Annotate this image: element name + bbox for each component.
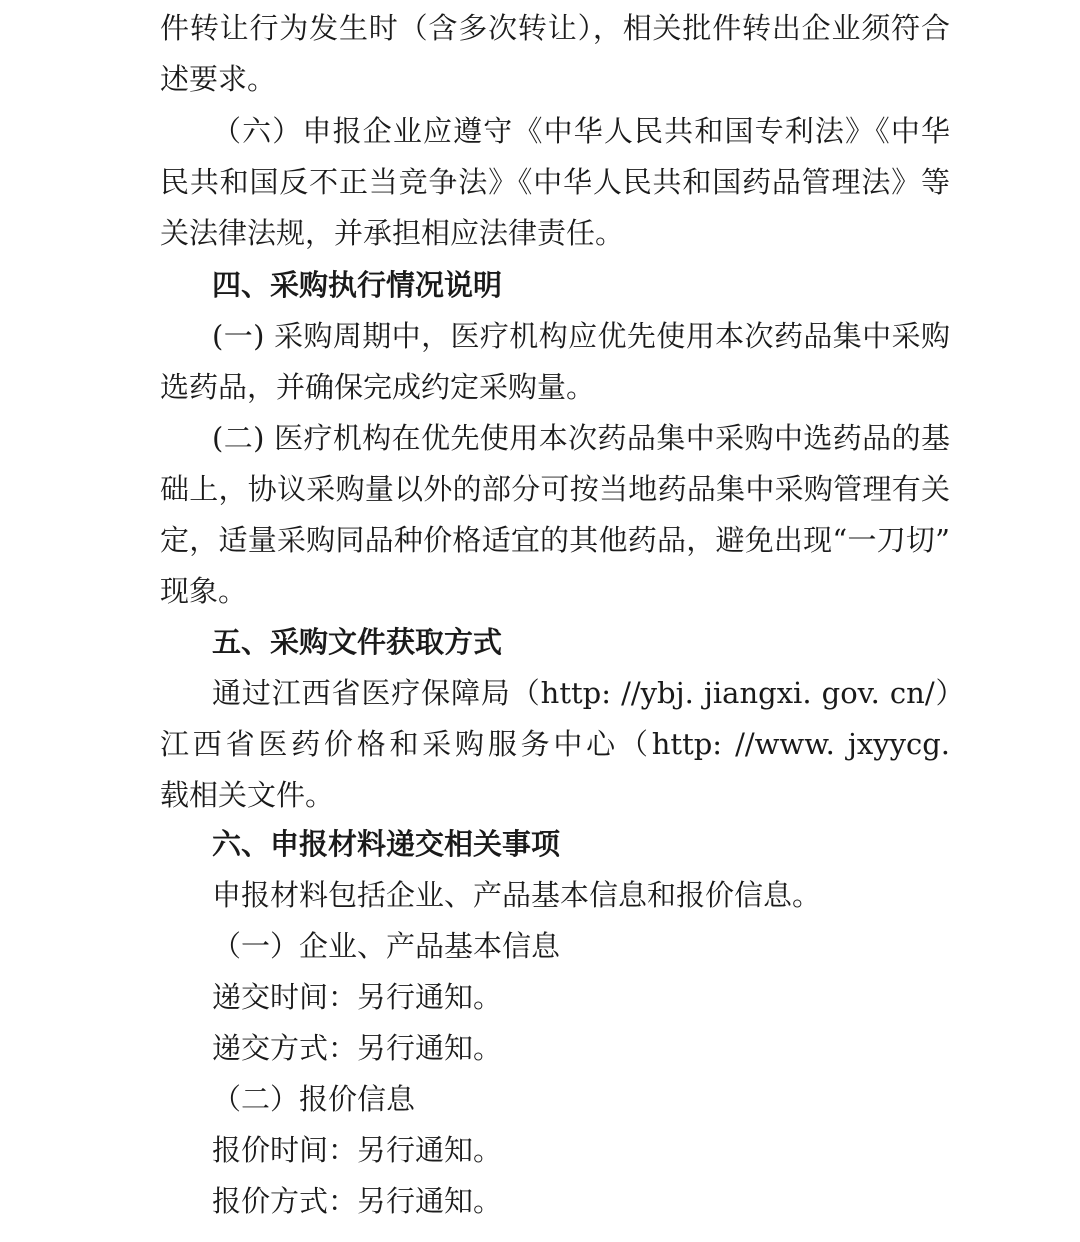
section-heading: 五、采购文件获取方式: [212, 625, 503, 659]
body-text-line: 报价方式：另行通知。: [212, 1184, 503, 1218]
body-text-line: 递交时间：另行通知。: [212, 980, 503, 1014]
body-text-line: 载相关文件。: [160, 778, 335, 812]
body-text-line: 定，适量采购同品种价格适宜的其他药品，避免出现“一刀切”: [160, 523, 950, 557]
body-text-line: 关法律法规，并承担相应法律责任。: [160, 216, 625, 250]
subsection-heading: （二）报价信息: [212, 1082, 416, 1116]
body-text-line: 选药品，并确保完成约定采购量。: [160, 370, 596, 404]
body-text-line: 申报材料包括企业、产品基本信息和报价信息。: [212, 878, 822, 912]
section-heading: 六、申报材料递交相关事项: [212, 827, 561, 861]
section-heading: 四、采购执行情况说明: [212, 268, 503, 302]
body-text-line: 民共和国反不正当竞争法》《中华人民共和国药品管理法》等: [160, 165, 950, 199]
body-text-line: 件转让行为发生时（含多次转让），相关批件转出企业须符合: [160, 11, 950, 45]
body-text-line: （六）申报企业应遵守《中华人民共和国专利法》《中华: [212, 114, 950, 148]
body-text-line: 础上，协议采购量以外的部分可按当地药品集中采购管理有关: [160, 472, 950, 506]
body-text-line: 江西省医药价格和采购服务中心（http: //www. jxyycg.: [160, 727, 950, 761]
body-text-line: 报价时间：另行通知。: [212, 1133, 503, 1167]
body-text-line: (二) 医疗机构在优先使用本次药品集中采购中选药品的基: [212, 421, 950, 455]
body-text-line: 递交方式：另行通知。: [212, 1031, 503, 1065]
body-text-line: 述要求。: [160, 62, 277, 96]
body-text-line: (一) 采购周期中，医疗机构应优先使用本次药品集中采购: [212, 319, 950, 353]
body-text-line: 现象。: [160, 574, 248, 608]
subsection-heading: （一）企业、产品基本信息: [212, 929, 561, 963]
body-text-line: 通过江西省医疗保障局（http: //ybj. jiangxi. gov. cn/）: [212, 676, 950, 710]
